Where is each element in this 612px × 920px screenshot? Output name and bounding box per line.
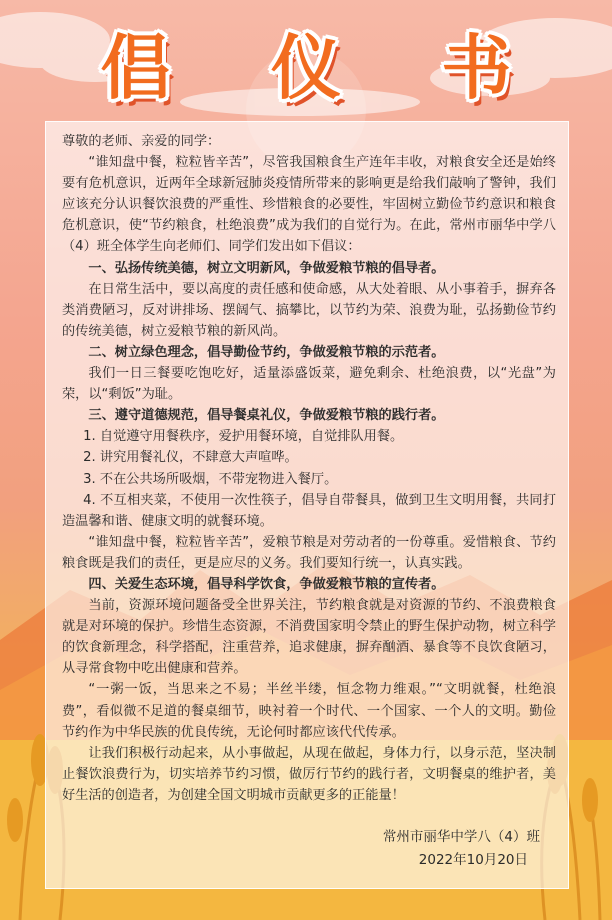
list-item-2: 2. 讲究用餐礼仪，不肆意大声喧哗。 — [83, 450, 298, 466]
list-item-4: 4. 不互相夹菜，不使用一次性筷子，倡导自带餐具，做到卫生文明用餐，共同打造温馨和谐、健康文明的就餐环境。 — [62, 492, 556, 529]
paragraph-4: “谁知盘中餐，粒粒皆辛苦”，爱粮节粮是对劳动者的一份尊重。爱惜粮食、节约粮食既是我们的责任，更是应尽的义务。我们要知行统一，认真实践。 — [62, 534, 556, 571]
list-item-1: 1. 自觉遵守用餐秩序，爱护用餐环境，自觉排队用餐。 — [83, 429, 404, 445]
salutation: 尊敬的老师、亲爱的同学： — [62, 134, 221, 149]
heading-4: 四、关爱生态环境，倡导科学饮食，争做爱粮节粮的宣传者。 — [88, 576, 445, 592]
letter-body — [62, 131, 556, 806]
heading-1: 一、弘扬传统美德，树立文明新风，争做爱粮节粮的倡导者。 — [88, 260, 445, 276]
paragraph-3: 我们一日三餐要吃饱吃好，适量添盛饭菜，避免剩余、杜绝浪费，以“光盘”为荣，以“剩饭”为耻。 — [62, 366, 556, 403]
heading-2: 二、树立绿色理念，倡导勤俭节约，争做爱粮节粮的示范者。 — [88, 344, 445, 360]
paragraph-2: 在日常生活中，要以高度的责任感和使命感，从大处着眼、从小事着手，摒弃各类消费陋习，反对讲排场、摆阔气、搞攀比，以节约为荣、浪费为耻，弘扬勤俭节约的传统美德，树立爱粮节粮的新风尚。 — [62, 281, 556, 339]
heading-3: 三、遵守道德规范，倡导餐桌礼仪，争做爱粮节粮的践行者。 — [88, 408, 445, 424]
signature-date: 2022年10月20日 — [418, 852, 528, 868]
paragraph-7: 让我们积极行动起来，从小事做起，从现在做起，身体力行，以身示范，坚决制止餐饮浪费行为，切实培养节约习惯，做厉行节约的践行者，文明餐桌的维护者，美好生活的创造者，为创建全国文明城市贡献更多的正能量！ — [62, 745, 556, 803]
page-title: 倡 仪 书 — [100, 27, 550, 109]
signature-org: 常州市丽华中学八（4）班 — [382, 829, 540, 845]
list-item-3: 3. 不在公共场所吸烟，不带宠物进入餐厅。 — [83, 471, 338, 487]
paragraph-intro: “谁知盘中餐，粒粒皆辛苦”，尽管我国粮食生产连年丰收，对粮食安全还是始终要有危机意识，近两年全球新冠肺炎疫情所带来的影响更是给我们敲响了警钟，我们应该充分认识餐饮浪费的严重性、珍惜粮食的必要性，牢固树立勤俭节约意识和粮食危机意识，使“节约粮食，杜绝浪费”成为我们的自觉行为。在此，常州市丽华中学八（4）班全体学生向老师们、同学们发出如下倡议： — [62, 155, 556, 255]
signature-block — [383, 826, 540, 872]
paragraph-5: 当前，资源环境问题备受全世界关注，节约粮食就是对资源的节约、不浪费粮食就是对环境的保护。珍惜生态资源，不消费国家明令禁止的野生保护动物，树立科学的饮食新理念，科学搭配，注重营养，追求健康，摒弃酗酒、暴食等不良饮食陋习，从寻常食物中吃出健康和营养。 — [62, 598, 556, 677]
paragraph-6: “一粥一饭，当思来之不易；半丝半缕，恒念物力维艰。”“文明就餐，杜绝浪费”，看似微不足道的餐桌细节，映衬着一个时代、一个国家、一个人的文明。勤俭节约作为中华民族的优良传统，无论何时都应该代代传承。 — [62, 682, 556, 740]
